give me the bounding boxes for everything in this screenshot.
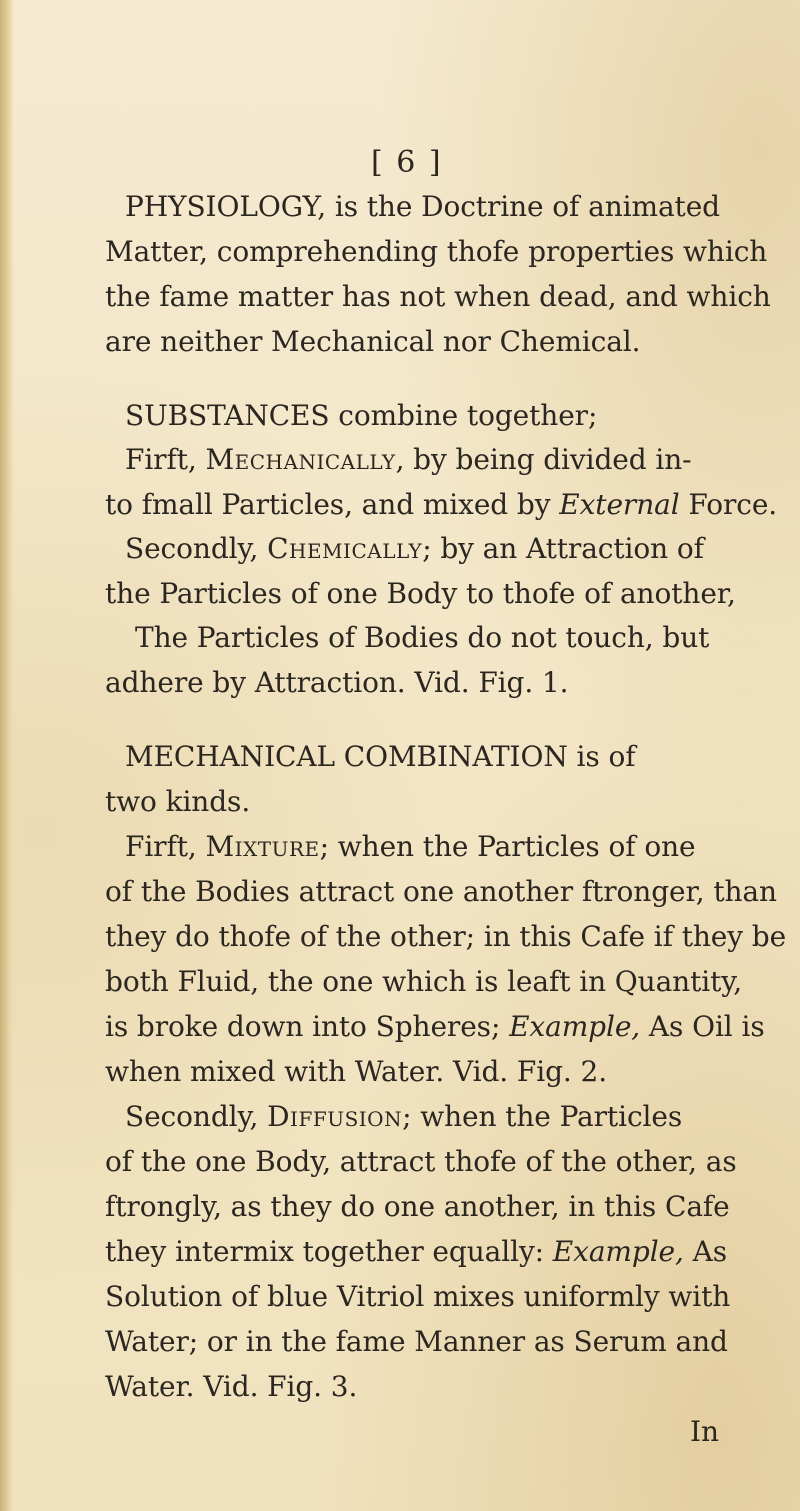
para2-line3-b: External bbox=[559, 488, 680, 521]
para3-line3-b: Mixture bbox=[205, 830, 320, 863]
page-number: [ 6 ] bbox=[371, 145, 443, 180]
catchword: In bbox=[690, 1415, 719, 1448]
para3-line8: when mixed with Water. Vid. Fig. 2. bbox=[105, 1055, 608, 1088]
para3-line12 bbox=[105, 1235, 727, 1269]
para2-line4-b: Chemically bbox=[267, 532, 423, 565]
para2-line3 bbox=[105, 488, 777, 522]
para3-line12-b: Example, bbox=[552, 1235, 684, 1268]
para2-line6: The Particles of Bodies do not touch, but bbox=[135, 621, 710, 654]
para2-line4-a: Secondly, bbox=[125, 532, 268, 565]
para3-line2: two kinds. bbox=[105, 785, 251, 818]
para2-line4-c: ; by an Attraction of bbox=[422, 532, 704, 565]
para2-line5: the Particles of one Body to thofe of another, bbox=[105, 577, 736, 610]
para3-line14: Water; or in the fame Manner as Serum and bbox=[105, 1325, 728, 1358]
para3-line3 bbox=[125, 830, 695, 864]
para3-line9-b: Diffusion bbox=[267, 1100, 403, 1133]
para2-line3-a: to fmall Particles, and mixed by bbox=[105, 488, 560, 521]
para3-line15: Water. Vid. Fig. 3. bbox=[105, 1370, 358, 1403]
para3-line10: of the one Body, attract thofe of the other, as bbox=[105, 1145, 737, 1178]
para3-line7-b: Example, bbox=[509, 1010, 641, 1043]
para1-line1: PHYSIOLOGY, is the Doctrine of animated bbox=[125, 190, 720, 223]
para1-line4: are neither Mechanical nor Chemical. bbox=[105, 325, 641, 358]
para3-line7-a: is broke down into Spheres; bbox=[105, 1010, 510, 1043]
para3-line6: both Fluid, the one which is leaft in Quantity, bbox=[105, 965, 743, 998]
para3-line7-c: As Oil is bbox=[640, 1010, 765, 1043]
para2-line4 bbox=[125, 532, 704, 566]
para2-line3-c: Force. bbox=[679, 488, 778, 521]
para3-line12-a: they intermix together equally: bbox=[105, 1235, 553, 1268]
para2-line2-b: Mechanically bbox=[205, 443, 396, 476]
para3-line13: Solution of blue Vitriol mixes uniformly with bbox=[105, 1280, 731, 1313]
para3-line9-c: ; when the Particles bbox=[402, 1100, 683, 1133]
para1-line3: the fame matter has not when dead, and which bbox=[105, 280, 771, 313]
para3-line7 bbox=[105, 1010, 765, 1044]
para2-line2-c: , by being divided in- bbox=[395, 443, 692, 476]
para3-line4: of the Bodies attract one another ftronger, than bbox=[105, 875, 777, 908]
para3-line1: MECHANICAL COMBINATION is of bbox=[125, 740, 636, 773]
para2-line2-a: Firft, bbox=[125, 443, 206, 476]
para3-line3-c: ; when the Particles of one bbox=[319, 830, 696, 863]
para2-line1: SUBSTANCES combine together; bbox=[125, 399, 598, 432]
para3-line11: ftrongly, as they do one another, in this Cafe bbox=[105, 1190, 730, 1223]
para2-line2 bbox=[125, 443, 692, 477]
para3-line9 bbox=[125, 1100, 682, 1134]
para3-line5: they do thofe of the other; in this Cafe if they be bbox=[105, 920, 787, 953]
page-gutter-shadow bbox=[0, 0, 14, 1511]
para3-line9-a: Secondly, bbox=[125, 1100, 268, 1133]
para3-line12-c: As bbox=[683, 1235, 728, 1268]
para2-line7: adhere by Attraction. Vid. Fig. 1. bbox=[105, 666, 569, 699]
para3-line3-a: Firft, bbox=[125, 830, 206, 863]
para1-line2: Matter, comprehending thofe properties which bbox=[105, 235, 768, 268]
